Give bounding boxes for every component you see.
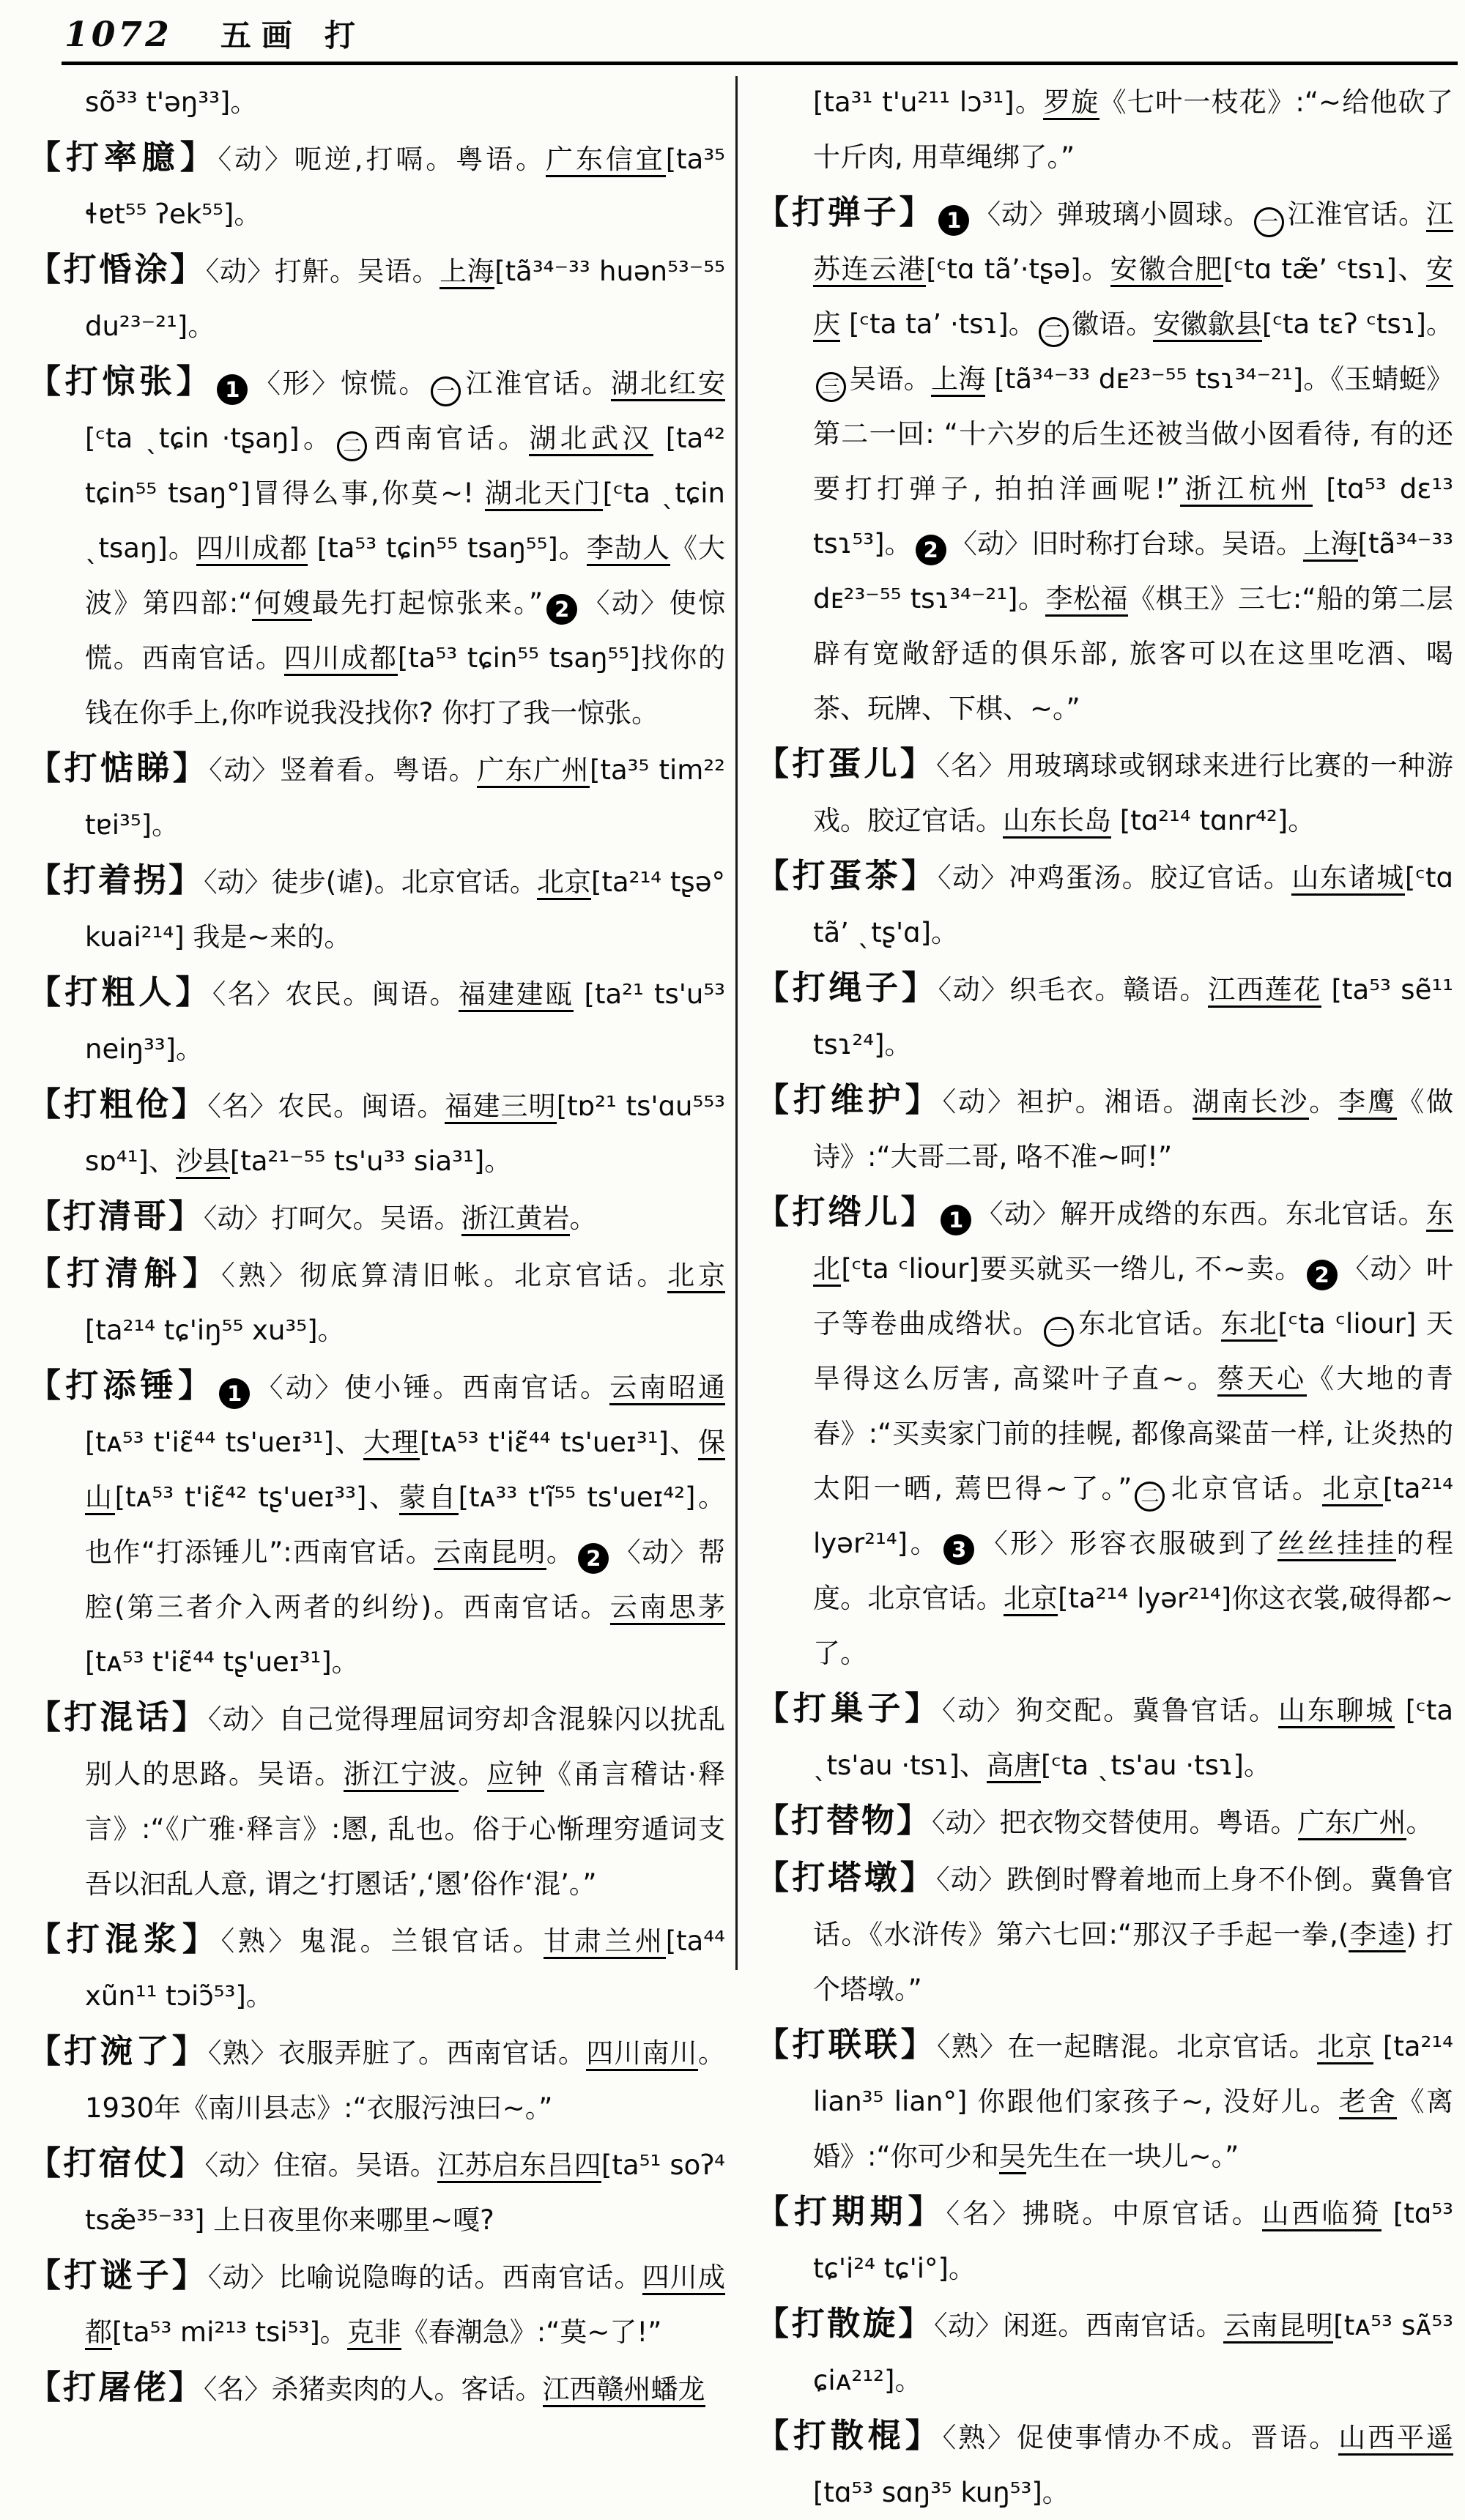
- dictionary-entry: 【打着拐】〈动〉徒步(谑)。北京官话。北京[ta²¹⁴ tʂə° kuai²¹⁴] 我是~来的。: [28, 861, 725, 953]
- dictionary-entry-continuation: sõ³³ t'əŋ³³]。: [85, 86, 258, 118]
- sense-number-badge: 1: [217, 374, 248, 405]
- proper-noun-underlined: 北京: [1317, 2031, 1373, 2064]
- proper-noun-underlined: 上海: [440, 256, 494, 289]
- entry-headword: 【打清哥】: [28, 1197, 204, 1235]
- proper-noun-underlined: 广东广州: [1298, 1807, 1406, 1840]
- dictionary-entry: 【打宿仗】〈动〉住宿。吴语。江苏启东吕四[ta⁵¹ soʔ⁴ tsæ̃³⁵⁻³³] 上日夜里你来哪里~嘎?: [28, 2144, 725, 2236]
- subsense-circled-number: 三: [816, 372, 846, 402]
- entry-headword: 【打混话】: [28, 1698, 208, 1736]
- sense-number-badge: 1: [938, 205, 969, 236]
- proper-noun-underlined: 江西莲花: [1208, 974, 1321, 1008]
- proper-noun-underlined: 东北: [813, 1198, 1453, 1287]
- proper-noun-underlined: 湖北天门: [485, 477, 603, 511]
- dictionary-entry: 【打清哥】〈动〉打呵欠。吴语。浙江黄岩。: [28, 1197, 597, 1235]
- dictionary-entry: 【打绺儿】 1 〈动〉解开成绺的东西。东北官话。东北[ᶜta ᶜliour]要买就买一绺儿, 不~卖。 2 〈动〉叶子等卷曲成绺状。 一 东北官话。东北[ᶜta ᶜliour] 天旱得这么厉害, 高粱叶子直~。蔡天心《大地的青春》:“买卖家门前的挂幌, 都像高粱苗一样, 让炎热的太阳一晒, 蔫巴得~了。” 二 北京官话。北京[ta²¹⁴ lyər²¹⁴]。 3 〈形〉形容衣服破到了丝丝挂挂的程度。北京官话。北京[ta²¹⁴ lyər²¹⁴]你这衣裳,破得都~了。: [756, 1192, 1454, 1669]
- sense-number-badge: 1: [941, 1205, 971, 1235]
- proper-noun-underlined: 湖北红安: [611, 368, 725, 401]
- proper-noun-underlined: 湖南长沙: [1193, 1086, 1310, 1120]
- page-number: 1072: [64, 15, 172, 55]
- dictionary-entry: 【打混话】〈动〉自己觉得理屈词穷却含混躲闪以扰乱别人的思路。吴语。浙江宁波。应钟《甬言稽诂·释言》:“《广雅·释言》:慁, 乱也。俗于心惭理穷遁词支吾以汩乱人意, 谓之‘打慁话’,‘慁’俗作‘混’。”: [28, 1698, 726, 1900]
- proper-noun-underlined: 广东广州: [477, 754, 590, 788]
- dictionary-entry: 【打屠佬】〈名〉杀猪卖肉的人。客话。江西赣州蟠龙: [28, 2368, 705, 2406]
- entry-headword: 【打绳子】: [756, 968, 938, 1007]
- entry-headword: 【打涴了】: [28, 2032, 208, 2070]
- proper-noun-underlined: 李松福: [1045, 583, 1127, 617]
- proper-noun-underlined: 江苏启东吕四: [437, 2149, 601, 2183]
- dictionary-entry: 【打粗人】〈名〉农民。闽语。福建建瓯 [ta²¹ ts'u⁵³ neiŋ³³]。: [28, 973, 726, 1065]
- entry-headword: 【打着拐】: [28, 861, 204, 899]
- right-column: [756, 75, 1453, 2520]
- entry-headword: 【打替物】: [756, 1801, 932, 1840]
- dictionary-entry: 【打谜子】〈动〉比喻说隐晦的话。西南官话。四川成都[ta⁵³ mi²¹³ tsi⁵³]。克非《春潮急》:“莫~了!”: [28, 2248, 725, 2360]
- subsense-circled-number: 一: [1044, 1317, 1074, 1347]
- dictionary-entry: 【打维护】〈动〉袒护。湘语。湖南长沙。李鹰《做诗》:“大哥二哥, 咯不准~呵!”: [756, 1080, 1454, 1172]
- entry-headword: 【打粗人】: [28, 973, 212, 1011]
- entry-headword: 【打屠佬】: [28, 2368, 204, 2406]
- proper-noun-underlined: 四川成都: [85, 2261, 725, 2350]
- entry-headword: 【打宿仗】: [28, 2144, 205, 2182]
- proper-noun-underlined: 北京: [1322, 1473, 1383, 1506]
- proper-noun-underlined: 云南思茅: [610, 1591, 725, 1625]
- dictionary-entry: 【打联联】〈熟〉在一起瞎混。北京官话。北京 [ta²¹⁴ lian³⁵ lian°] 你跟他们家孩子~, 没好儿。老舍《离婚》:“你可少和吴先生在一块儿~。”: [756, 2017, 1453, 2184]
- proper-noun-underlined: 浙江杭州: [1180, 473, 1313, 507]
- dictionary-entry: 【打绳子】〈动〉织毛衣。赣语。江西莲花 [ta⁵³ sẽ¹¹ tsɿ²⁴]。: [756, 968, 1454, 1060]
- stroke-section-label: 五画: [220, 18, 303, 53]
- dictionary-entry: 【打粗伧】〈名〉农民。闽语。福建三明[tɒ²¹ ts'ɑu⁵⁵³ sɒ⁴¹]、沙县[ta²¹⁻⁵⁵ ts'u³³ sia³¹]。: [28, 1077, 725, 1189]
- entry-headword: 【打绺儿】: [756, 1192, 938, 1231]
- proper-noun-underlined: 山西临猗: [1262, 2198, 1382, 2231]
- proper-noun-underlined: 吴: [999, 2141, 1026, 2174]
- proper-noun-underlined: 广东信宜: [546, 144, 666, 177]
- left-column: [28, 75, 725, 2417]
- subsense-circled-number: 二: [1039, 317, 1069, 347]
- proper-noun-underlined: 东北: [1221, 1308, 1278, 1342]
- sense-number-badge: 2: [1307, 1260, 1338, 1290]
- proper-noun-underlined: 福建三明: [445, 1090, 556, 1124]
- dictionary-entry: 【打惛涂】〈动〉打鼾。吴语。上海[tã³⁴⁻³³ huən⁵³⁻⁵⁵ du²³⁻²¹]。: [28, 250, 725, 342]
- radical-char: 打: [324, 18, 355, 53]
- proper-noun-underlined: 安庆: [813, 253, 1453, 342]
- dictionary-entry-continuation: [ta³¹ t'u²¹¹ lɔ³¹]。罗旋《七叶一枝花》:“~给他砍了十斤肉, 用草绳绑了。”: [813, 86, 1454, 173]
- entry-headword: 【打惦睇】: [28, 748, 209, 787]
- proper-noun-underlined: 上海: [931, 363, 985, 397]
- proper-noun-underlined: 四川南川: [586, 2037, 698, 2071]
- dictionary-entry: 【打率臆】〈动〉呃逆,打嗝。粤语。广东信宜[ta³⁵ ɬɐt⁵⁵ ʔek⁵⁵]。: [28, 138, 725, 230]
- proper-noun-underlined: 甘肃兰州: [544, 1925, 666, 1959]
- proper-noun-underlined: 福建建瓯: [459, 978, 574, 1012]
- entry-headword: 【打清斛】: [28, 1254, 222, 1293]
- proper-noun-underlined: 高唐: [987, 1750, 1041, 1783]
- entry-headword: 【打巢子】: [756, 1689, 942, 1728]
- proper-noun-underlined: 李劼人: [587, 532, 670, 566]
- proper-noun-underlined: 应钟: [487, 1758, 544, 1792]
- entry-headword: 【打弹子】: [756, 193, 935, 231]
- proper-noun-underlined: 山东聊城: [1278, 1695, 1395, 1728]
- sense-number-badge: 1: [219, 1378, 250, 1409]
- proper-noun-underlined: 老舍: [1339, 2086, 1397, 2119]
- proper-noun-underlined: 湖北武汉: [529, 423, 653, 456]
- proper-noun-underlined: 李逵: [1349, 1919, 1406, 1952]
- entry-headword: 【打添锤】: [28, 1366, 216, 1405]
- entry-headword: 【打塔墩】: [756, 1858, 936, 1897]
- dictionary-entry: 【打散棍】〈熟〉促使事情办不成。晋语。山西平遥[tɑ⁵³ sɑŋ³⁵ kuŋ⁵³]。: [756, 2416, 1453, 2508]
- entry-headword: 【打蛋茶】: [756, 856, 938, 895]
- proper-noun-underlined: 浙江宁波: [344, 1758, 459, 1792]
- proper-noun-underlined: 上海: [1303, 528, 1357, 562]
- dictionary-entry: 【打添锤】 1 〈动〉使小锤。西南官话。云南昭通 [tᴀ⁵³ t'iɛ̃⁴⁴ ts'ueɪ³¹]、大理[tᴀ⁵³ t'iɛ̃⁴⁴ ts'ueɪ³¹]、保山[tᴀ⁵³ t'iɛ̃⁴² tʂ'ueɪ³³]、蒙自[tᴀ³³ t'ĩ⁵⁵ ts'ueɪ⁴²]。也作“打添锤儿”:西南官话。云南昆明。 2 〈动〉帮腔(第三者介入两者的纠纷)。西南官话。云南思茅 [tᴀ⁵³ t'iɛ̃⁴⁴ tʂ'ueɪ³¹]。: [28, 1366, 726, 1678]
- proper-noun-underlined: 安徽歙县: [1153, 308, 1262, 342]
- entry-headword: 【打联联】: [756, 2025, 937, 2064]
- entry-headword: 【打惊张】: [28, 362, 214, 401]
- dictionary-entry: 【打蛋儿】〈名〉用玻璃球或钢球来进行比赛的一种游戏。胶辽官话。山东长岛 [tɑ²¹⁴ tɑnr⁴²]。: [756, 736, 1453, 848]
- entry-headword: 【打混浆】: [28, 1919, 221, 1958]
- dictionary-entry: 【打散旋】〈动〉闲逛。西南官话。云南昆明[tᴀ⁵³ sᴀ̃⁵³ ɕiᴀ²¹²]。: [756, 2304, 1453, 2396]
- entry-headword: 【打谜子】: [28, 2256, 208, 2294]
- subsense-circled-number: 一: [1254, 207, 1284, 237]
- page-header: [64, 12, 355, 56]
- proper-noun-underlined: 蒙自: [399, 1482, 459, 1515]
- entry-headword: 【打惛涂】: [28, 250, 206, 289]
- proper-noun-underlined: 云南昆明: [434, 1536, 546, 1570]
- dictionary-entry: 【打蛋茶】〈动〉冲鸡蛋汤。胶辽官话。山东诸城[ᶜtɑ tãʼ ˎtʂ'ɑ]。: [756, 856, 1454, 948]
- proper-noun-underlined: 江苏连云港: [813, 198, 1453, 287]
- proper-noun-underlined: 蔡天心: [1217, 1363, 1307, 1397]
- proper-noun-underlined: 山东长岛: [1003, 805, 1111, 839]
- sense-number-badge: 2: [546, 594, 577, 625]
- dictionary-entry: 【打混浆】〈熟〉鬼混。兰银官话。甘肃兰州[ta⁴⁴ xũn¹¹ tɔiɔ̃⁵³]。: [28, 1919, 725, 2012]
- proper-noun-underlined: 克非: [347, 2316, 401, 2350]
- proper-noun-underlined: 北京: [667, 1260, 725, 1293]
- dictionary-entry: 【打弹子】 1 〈动〉弹玻璃小圆球。 一 江淮官话。江苏连云港[ᶜtɑ tãʼ·tʂə]。安徽合肥[ᶜtɑ tæ̃ʼ ᶜtsɿ]、安庆 [ᶜta taʼ ·tsɿ]。 二 徽语。安徽歙县[ᶜta tɛʔ ᶜtsɿ]。三 吴语。上海 [tã³⁴⁻³³ dᴇ²³⁻⁵⁵ tsɿ³⁴⁻²¹]。《玉蜻蜓》第二一回: “十六岁的后生还被当做小囡看待, 有的还要打打弹子, 拍拍洋画呢!”浙江杭州 [tɑ⁵³ dɛ¹³ tsɿ⁵³]。 2 〈动〉旧时称打台球。吴语。上海[tã³⁴⁻³³ dᴇ²³⁻⁵⁵ tsɿ³⁴⁻²¹]。李松福《棋王》三七:“船的第二层辟有宽敞舒适的俱乐部, 旅客可以在这里吃酒、喝茶、玩牌、下棋、~。”: [756, 193, 1454, 724]
- dictionary-entry: 【打巢子】〈动〉狗交配。冀鲁官话。山东聊城 [ᶜta ˎts'au ·tsɿ]、高唐[ᶜta ˎts'au ·tsɿ]。: [756, 1681, 1453, 1793]
- dictionary-entry: 【打期期】〈名〉拂晓。中原官话。山西临猗 [tɑ⁵³ tɕ'i²⁴ tɕ'i°]。: [756, 2192, 1454, 2284]
- subsense-circled-number: 二: [1135, 1482, 1165, 1512]
- dictionary-entry: 【打惦睇】〈动〉竖着看。粤语。广东广州[ta³⁵ tim²² tɐi³⁵]。: [28, 748, 725, 841]
- entry-headword: 【打维护】: [756, 1080, 943, 1119]
- proper-noun-underlined: 云南昭通: [609, 1372, 725, 1405]
- dictionary-entry: 【打清斛】〈熟〉彻底算清旧帐。北京官话。北京 [ta²¹⁴ tɕ'iŋ⁵⁵ xu³⁵]。: [28, 1254, 726, 1346]
- proper-noun-underlined: 沙县: [176, 1145, 230, 1179]
- subsense-circled-number: 二: [337, 431, 367, 461]
- column-divider: [735, 76, 738, 1970]
- proper-noun-underlined: 罗旋: [1043, 86, 1099, 120]
- proper-noun-underlined: 大理: [363, 1427, 420, 1460]
- entry-headword: 【打期期】: [756, 2192, 946, 2231]
- proper-noun-underlined: 江西赣州蟠龙: [543, 2374, 705, 2407]
- sense-number-badge: 2: [578, 1543, 609, 1574]
- sense-number-badge: 3: [943, 1534, 974, 1565]
- dictionary-entry: 【打涴了】〈熟〉衣服弄脏了。西南官话。四川南川。1930年《南川县志》:“衣服污浊曰~。”: [28, 2032, 725, 2124]
- proper-noun-underlined: 保山: [85, 1427, 725, 1515]
- entry-headword: 【打散旋】: [756, 2304, 934, 2343]
- subsense-circled-number: 一: [431, 376, 461, 406]
- entry-headword: 【打率臆】: [28, 138, 218, 176]
- proper-noun-underlined: 李鹰: [1338, 1086, 1397, 1120]
- header-rule: [62, 62, 1458, 65]
- entry-headword: 【打粗伧】: [28, 1085, 208, 1123]
- entry-headword: 【打蛋儿】: [756, 744, 936, 783]
- dictionary-entry: 【打替物】〈动〉把衣物交替使用。粤语。广东广州。: [756, 1801, 1434, 1840]
- proper-noun-underlined: 浙江黄岩: [461, 1203, 570, 1236]
- proper-noun-underlined: 四川成都: [196, 532, 308, 566]
- proper-noun-underlined: 丝丝挂挂: [1277, 1528, 1396, 1561]
- dictionary-entry: 【打塔墩】〈动〉跌倒时臀着地而上身不仆倒。冀鲁官话。《水浒传》第六七回:“那汉子手起一拳,(李逵) 打个塔墩。”: [756, 1858, 1453, 2005]
- proper-noun-underlined: 云南昆明: [1223, 2310, 1333, 2344]
- proper-noun-underlined: 北京: [537, 866, 591, 900]
- proper-noun-underlined: 安徽合肥: [1110, 253, 1223, 287]
- proper-noun-underlined: 何嫂: [252, 587, 311, 621]
- proper-noun-underlined: 山西平遥: [1338, 2422, 1453, 2456]
- sense-number-badge: 2: [916, 535, 946, 565]
- dictionary-entry: 【打惊张】 1 〈形〉惊慌。 一 江淮官话。湖北红安[ᶜta ˎtɕin ·tʂaŋ]。 二 西南官话。湖北武汉 [ta⁴² tɕin⁵⁵ tsaŋ°]冒得么事,你莫~! 湖北天门[ᶜta ˎtɕin ˎtsaŋ]。四川成都 [ta⁵³ tɕin⁵⁵ tsaŋ⁵⁵]。李劼人《大波》第四部:“何嫂最先打起惊张来。” 2 〈动〉使惊慌。西南官话。四川成都[ta⁵³ tɕin⁵⁵ tsaŋ⁵⁵]找你的钱在你手上,你咋说我没找你? 你打了我一惊张。: [28, 362, 726, 729]
- entry-headword: 【打散棍】: [756, 2416, 943, 2455]
- proper-noun-underlined: 四川成都: [284, 642, 398, 676]
- proper-noun-underlined: 山东诸城: [1291, 862, 1404, 896]
- proper-noun-underlined: 北京: [1004, 1583, 1058, 1616]
